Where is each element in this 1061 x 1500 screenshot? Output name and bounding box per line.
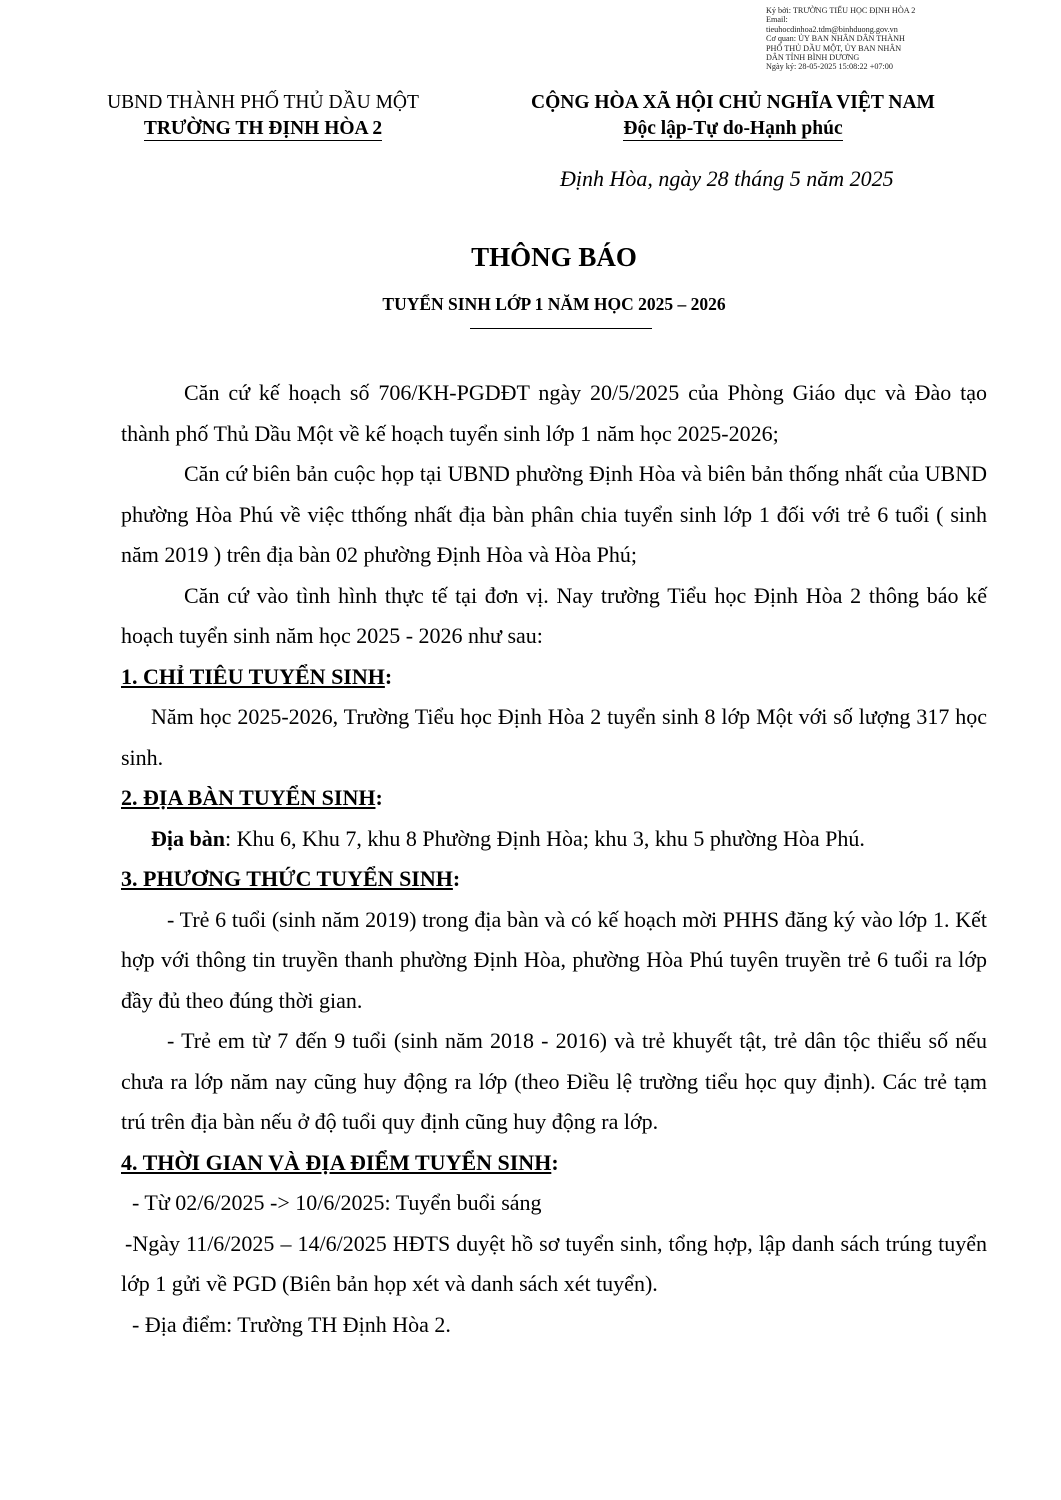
school-name: TRƯỜNG TH ĐỊNH HÒA 2 — [143, 118, 383, 139]
signature-date: Ngày ký: 28-05-2025 15:08:22 +07:00 — [766, 62, 893, 72]
document-date: Định Hòa, ngày 28 tháng 5 năm 2025 — [560, 166, 894, 191]
national-motto: Độc lập-Tự do-Hạnh phúc — [623, 118, 843, 139]
section-1-text: Năm học 2025-2026, Trường Tiểu học Định Hòa 2 tuyển sinh 8 lớp Một với số lượng 317 học sinh. — [121, 704, 987, 770]
signature-agency-line-3: DÂN TỈNH BÌNH DƯƠNG — [766, 53, 860, 63]
digital-signature-block — [766, 6, 966, 72]
section-4-paragraph-2: -Ngày 11/6/2025 – 14/6/2025 HĐTS duyệt hồ sơ tuyển sinh, tổng hợp, lập danh sách trúng tuyển lớp 1 gửi về PGD (Biên bản họp xét và danh sách xét tuyển). — [121, 1230, 987, 1296]
document-body — [121, 373, 987, 1345]
signature-email-label: Email: — [766, 15, 788, 25]
preamble-paragraph-3: Căn cứ vào tình hình thực tế tại đơn vị. Nay trường Tiểu học Định Hòa 2 thông báo kế hoạch tuyển sinh năm học 2025 - 2026 như sau: — [121, 582, 987, 648]
issuer-header — [88, 90, 438, 142]
preamble-paragraph-2: Căn cứ biên bản cuộc họp tại UBND phường Định Hòa và biên bản thống nhất của UBND phường Hòa Phú về việc tthống nhất địa bàn phân chia tuyển sinh lớp 1 đối với trẻ 6 tuổi ( sinh năm 2019 ) trên địa bàn 02 phường Định Hòa và Hòa Phú; — [121, 461, 987, 567]
section-3-paragraph-2: - Trẻ em từ 7 đến 9 tuổi (sinh năm 2018 - 2016) và trẻ khuyết tật, trẻ dân tộc thiểu số nếu chưa ra lớp năm nay cũng huy động ra lớp (theo Điều lệ trường tiểu học quy định). Các trẻ tạm trú trên địa bàn nếu ở độ tuổi quy định cũng huy động ra lớp. — [121, 1028, 987, 1134]
section-4-paragraph-3: - Địa điểm: Trường TH Định Hòa 2. — [132, 1311, 451, 1337]
national-header — [496, 90, 970, 142]
authority-name: UBND THÀNH PHỐ THỦ DẦU MỘT — [107, 92, 419, 113]
section-1-colon: : — [384, 663, 393, 689]
document-subtitle: TUYỂN SINH LỚP 1 NĂM HỌC 2025 – 2026 — [382, 294, 726, 314]
section-4-heading: 4. THỜI GIAN VÀ ĐỊA ĐIỂM TUYỂN SINH — [121, 1149, 552, 1175]
section-1-heading: 1. CHỈ TIÊU TUYỂN SINH — [121, 663, 385, 689]
section-2-heading-line — [121, 778, 987, 819]
section-3-heading-line — [121, 859, 987, 900]
section-2-text: : Khu 6, Khu 7, khu 8 Phường Định Hòa; khu 3, khu 5 phường Hòa Phú. — [224, 825, 865, 851]
subtitle-underline — [470, 328, 652, 329]
nation-name: CỘNG HÒA XÃ HỘI CHỦ NGHĨA VIỆT NAM — [531, 92, 935, 113]
section-2-label: Địa bàn — [151, 825, 225, 851]
preamble-paragraph-1: Căn cứ kế hoạch số 706/KH-PGDĐT ngày 20/5/2025 của Phòng Giáo dục và Đào tạo thành phố Thủ Dầu Một về kế hoạch tuyển sinh lớp 1 năm học 2025-2026; — [121, 380, 987, 446]
signature-signed-by: Ký bởi: TRƯỜNG TIỂU HỌC ĐỊNH HÒA 2 — [766, 6, 916, 15]
section-1-heading-line — [121, 657, 987, 698]
section-3-colon: : — [452, 866, 461, 891]
section-2-heading: 2. ĐỊA BÀN TUYỂN SINH — [121, 785, 376, 810]
document-title: THÔNG BÁO — [471, 242, 637, 272]
section-4-heading-line — [121, 1143, 987, 1184]
section-3-paragraph-1: - Trẻ 6 tuổi (sinh năm 2019) trong địa bàn và có kế hoạch mời PHHS đăng ký vào lớp 1. Kết hợp với thông tin truyền thanh phường Định Hòa, phường Hòa Phú tuyên truyền trẻ 6 tuổi ra lớp đầy đủ theo đúng thời gian. — [121, 906, 987, 1013]
signature-agency-line-1: Cơ quan: ỦY BAN NHÂN DÂN THÀNH — [766, 34, 905, 44]
signature-agency-line-2: PHỐ THỦ DẦU MỘT, ỦY BAN NHÂN — [766, 43, 902, 53]
section-4-paragraph-1: - Từ 02/6/2025 -> 10/6/2025: Tuyển buổi sáng — [132, 1190, 542, 1215]
section-2-text-line — [121, 819, 987, 860]
signature-email: tieuhocdinhoa2.tdm@binhduong.gov.vn — [766, 24, 898, 34]
section-3-heading: 3. PHƯƠNG THỨC TUYỂN SINH — [121, 866, 453, 891]
section-2-colon: : — [375, 785, 383, 810]
section-4-colon: : — [551, 1149, 559, 1175]
